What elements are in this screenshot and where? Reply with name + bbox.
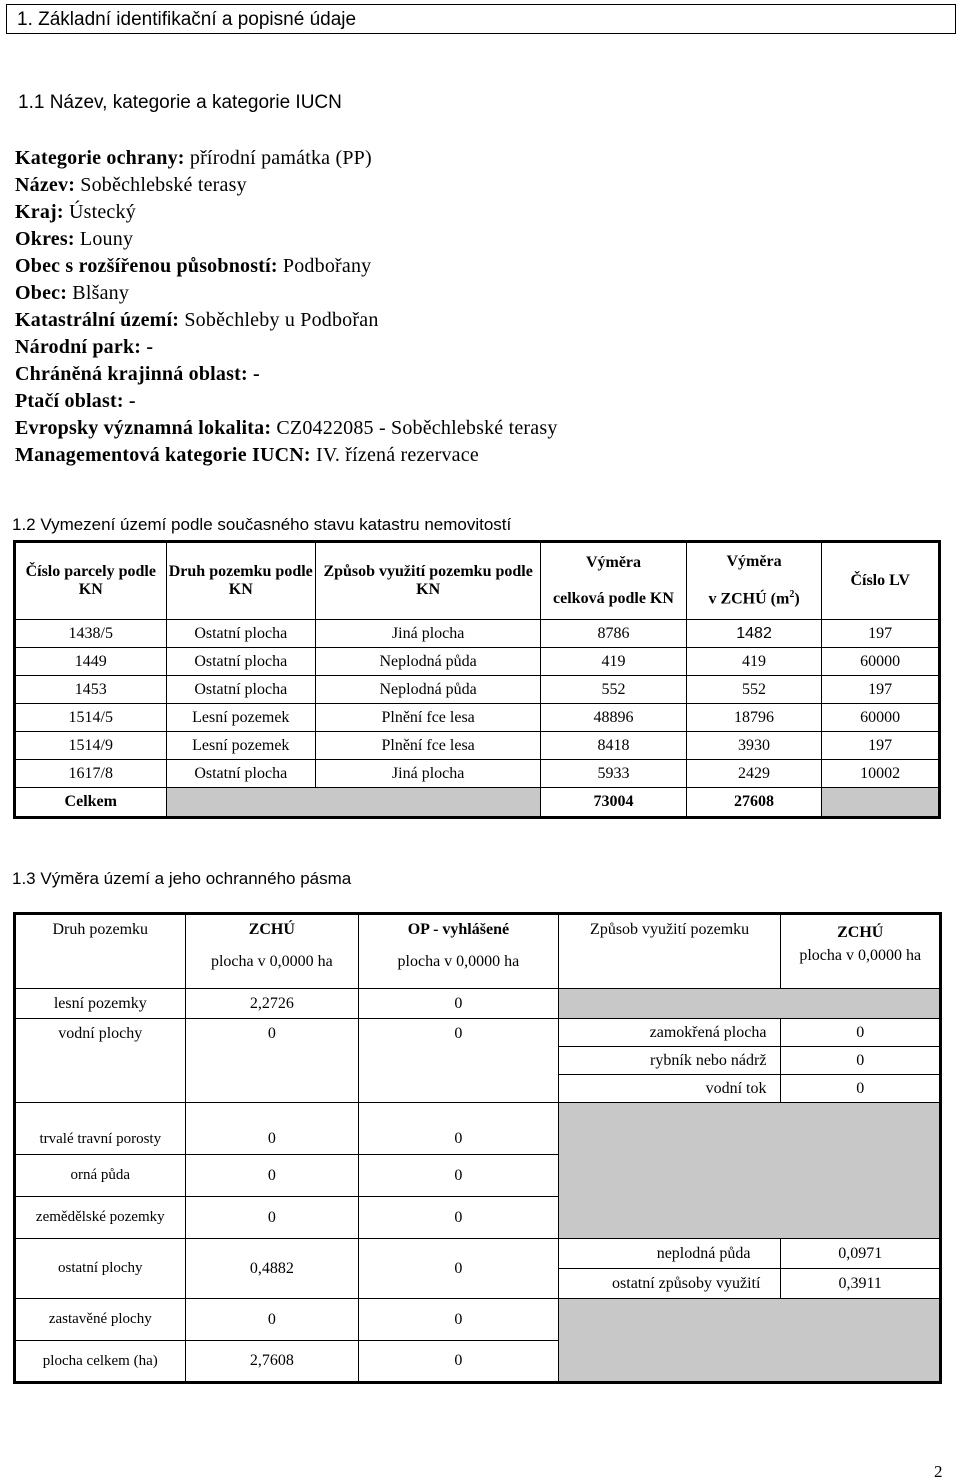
header-land-type: Druh pozemku podle KN [166,542,316,620]
table-row: rybník nebo nádrž 0 [15,1047,941,1075]
table-row: 1438/5 Ostatní plocha Jiná plocha 8786 1482 197 [15,620,940,648]
table-row: orná půda 0 0 [15,1155,941,1197]
list-item: Kategorie ochrany: přírodní památka (PP) [15,147,372,169]
empty-cell [558,1299,940,1383]
table-header-row [15,914,941,989]
page-number: 2 [934,1462,943,1481]
cadastre-table [13,540,941,819]
table-row: lesní pozemky 2,2726 0 [15,989,941,1019]
list-item: Kraj: Ústecký [15,201,136,223]
list-item: Obec s rozšířenou působností: Podbořany [15,255,372,277]
header-use: Způsob využití pozemku podle KN [316,542,541,620]
table-row: zastavěné plochy 0 0 [15,1299,941,1341]
list-item: Okres: Louny [15,228,134,250]
header-parcel: Číslo parcely podle KN [15,542,167,620]
empty-cell [558,989,940,1019]
header-land-type: Druh pozemku [15,914,186,989]
header-lv: Číslo LV [822,542,940,620]
table-row: 1617/8 Ostatní plocha Jiná plocha 5933 2429 10002 [15,760,940,788]
table-row: vodní tok 0 [15,1075,941,1103]
list-item: Název: Soběchlebské terasy [15,174,247,196]
list-item: Ptačí oblast: - [15,390,136,412]
table-row: zemědělské pozemky 0 0 [15,1197,941,1239]
table-header-row [15,542,940,620]
list-item: Evropsky významná lokalita: CZ0422085 - Soběchlebské terasy [15,417,558,439]
table-row: 1514/9 Lesní pozemek Plnění fce lesa 8418 3930 197 [15,732,940,760]
list-item: Managementová kategorie IUCN: IV. řízená rezervace [15,444,479,466]
identification-list [15,145,558,469]
chapter-heading-box [6,4,956,34]
empty-cell [558,1103,940,1239]
chapter-heading: 1. Základní identifikační a popisné údaje [17,9,357,30]
table-row: plocha celkem (ha) 2,7608 0 [15,1341,941,1383]
list-item: Katastrální území: Soběchleby u Podbořan [15,309,379,331]
empty-cell [166,788,541,818]
header-area-zchu: Výměra v ZCHÚ $(m^2)$ [686,542,822,620]
table-row: 1449 Ostatní plocha Neplodná půda 419 419 60000 [15,648,940,676]
area-table [13,912,942,1384]
list-item: Obec: Blšany [15,282,130,304]
list-item: Národní park: - [15,336,154,358]
table-row: 1514/5 Lesní pozemek Plnění fce lesa 48896 18796 60000 [15,704,940,732]
table-row: vodní plochy 0 0 zamokřená plocha 0 [15,1019,941,1047]
table-total-row: Celkem 73004 27608 [15,788,940,818]
empty-cell [822,788,940,818]
header-area-total: Výměra celková podle KN [541,542,687,620]
list-item: Chráněná krajinná oblast: - [15,363,260,385]
section-1-1-title: 1.1 Název, kategorie a kategorie IUCN [18,92,342,113]
header-use-zchu: ZCHÚ plocha v 0,0000 ha [781,914,941,989]
table-row: ostatní způsoby využití 0,3911 [15,1269,941,1299]
table-row: trvalé travní porosty 0 0 [15,1103,941,1155]
header-zchu: ZCHÚ plocha v 0,0000 ha [185,914,359,989]
header-op: OP - vyhlášené plocha v 0,0000 ha [359,914,559,989]
table-row: ostatní plochy 0,4882 0 neplodná půda 0,0971 [15,1239,941,1269]
table-row: 1453 Ostatní plocha Neplodná půda 552 552 197 [15,676,940,704]
section-1-2-title: 1.2 Vymezení území podle současného stavu katastru nemovitostí [12,515,512,534]
section-1-3-title: 1.3 Výměra území a jeho ochranného pásma [12,869,352,888]
header-use: Způsob využití pozemku [558,914,781,989]
